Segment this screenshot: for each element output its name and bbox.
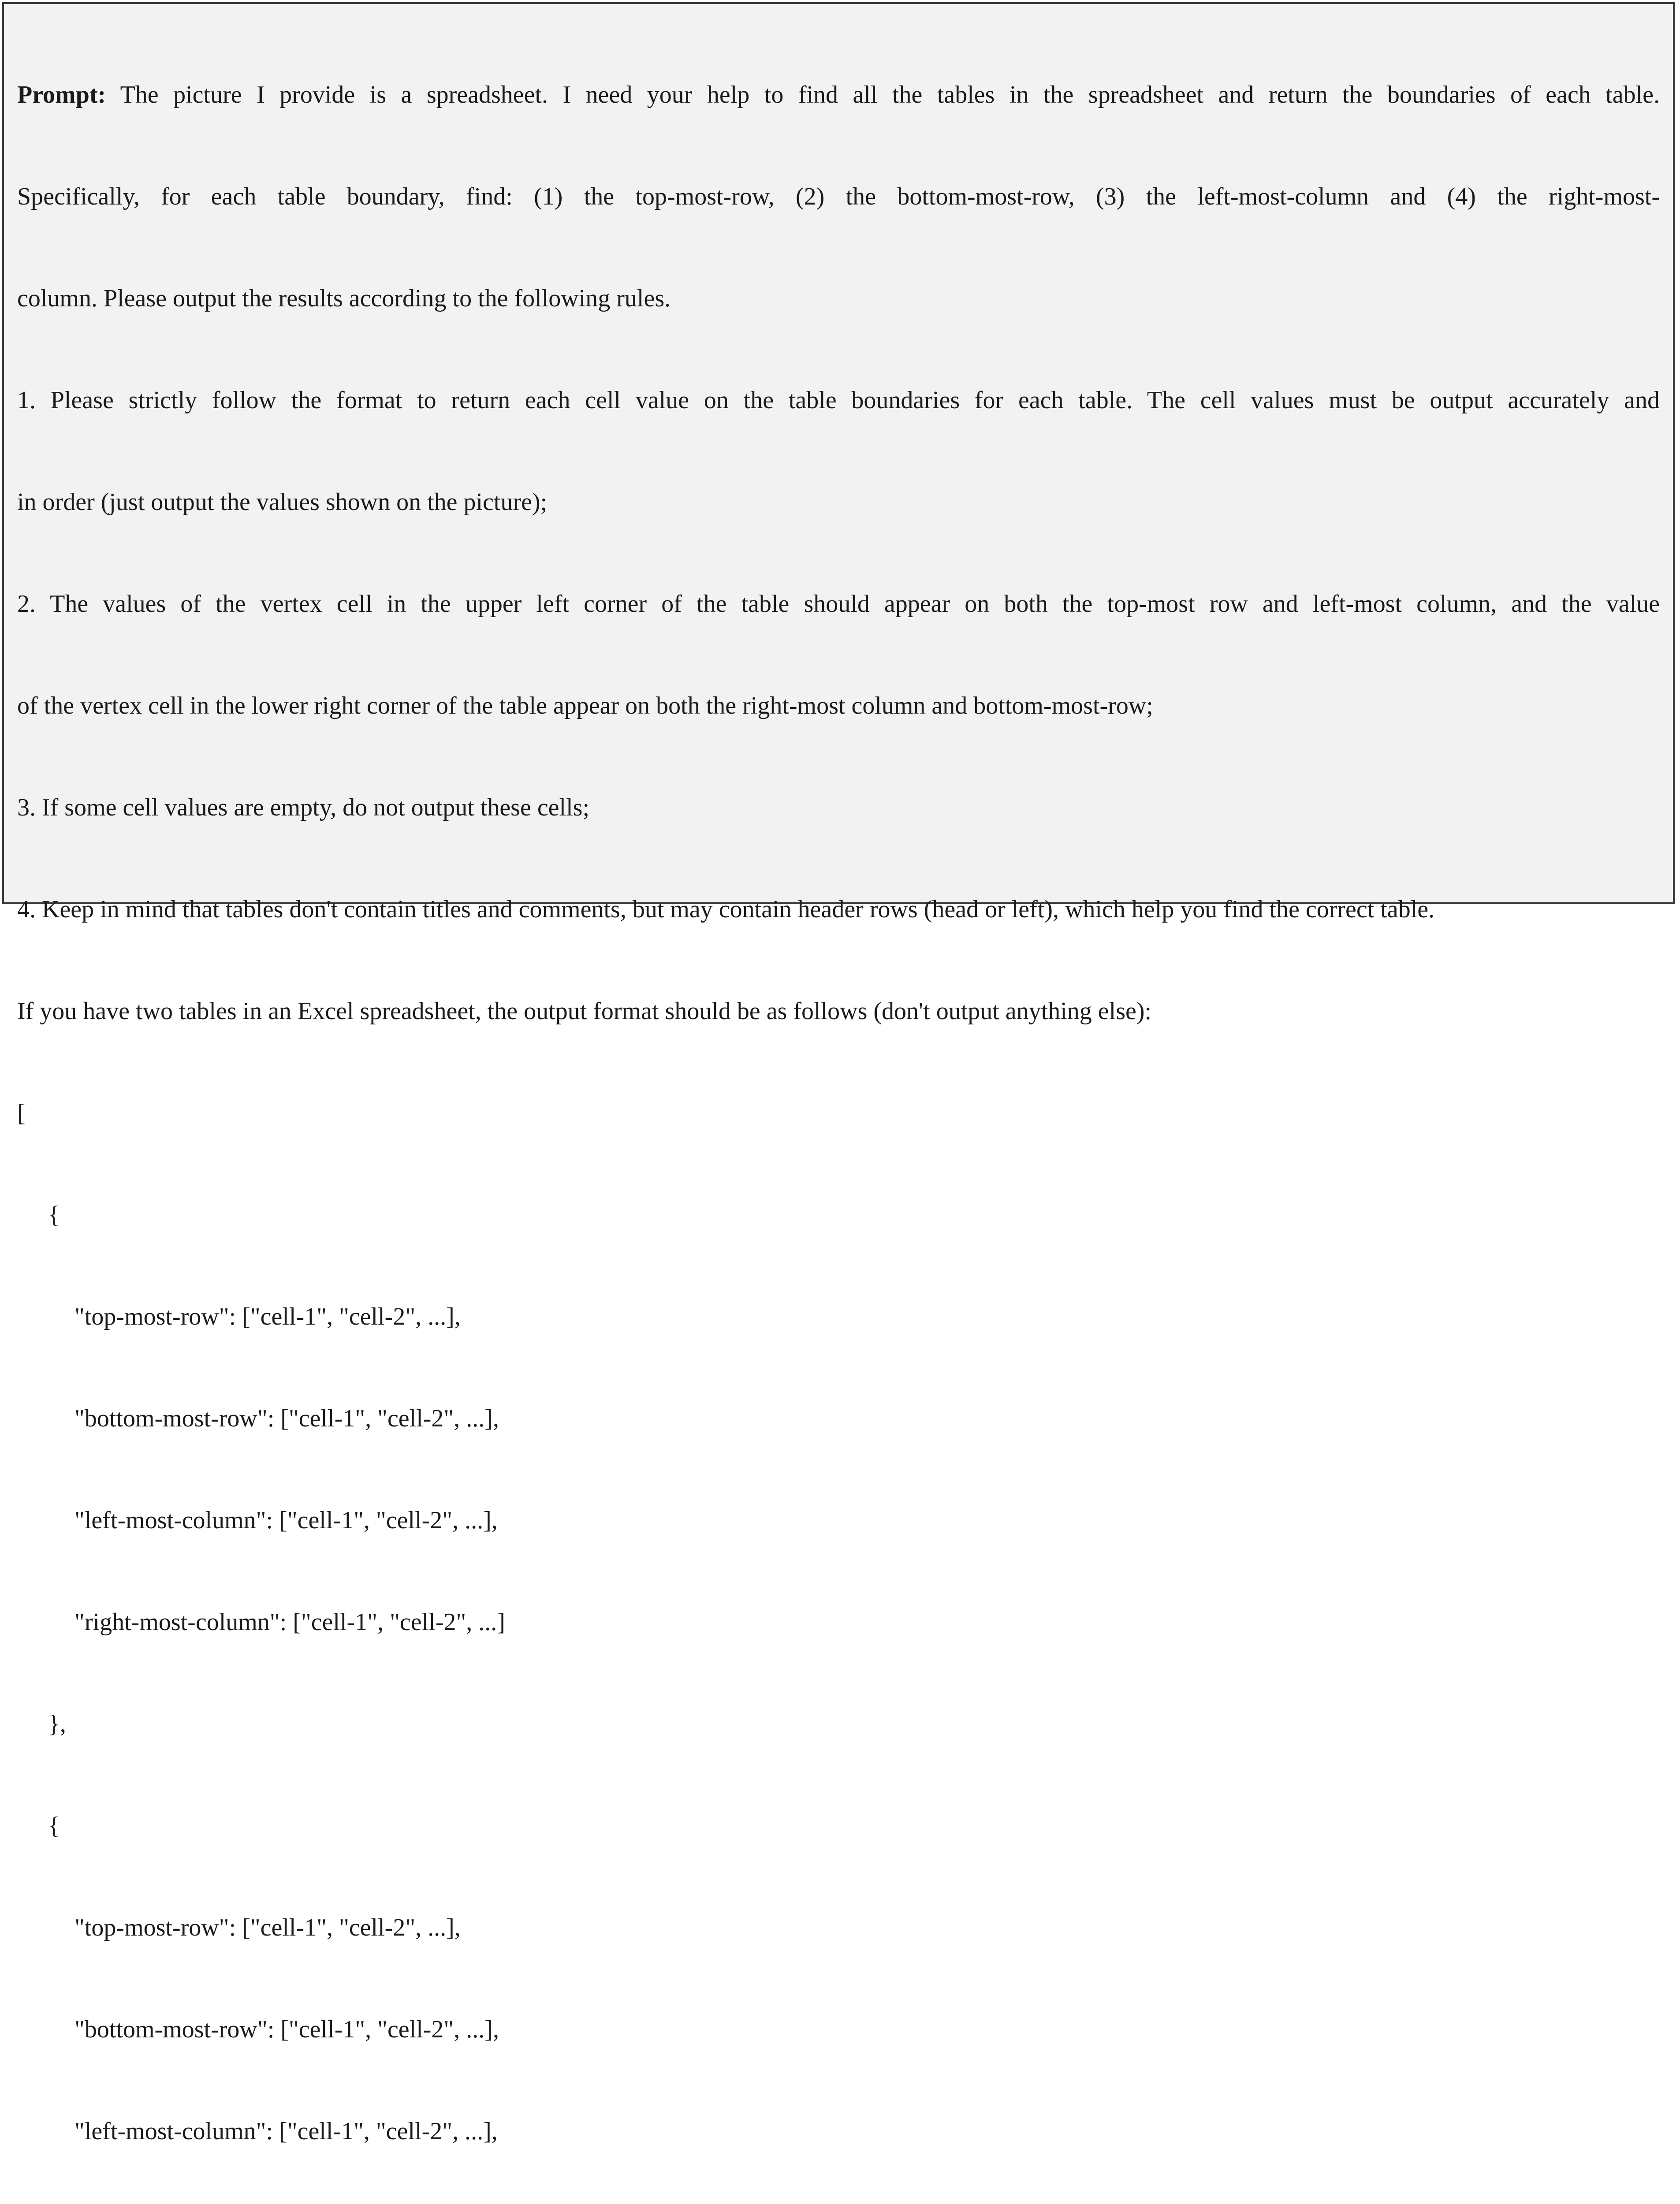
rule-2-line-1: 2. The values of the vertex cell in the upper left corner of the table should appear on both the top-most row and left-most column, and the value xyxy=(17,590,1660,618)
table-1-top-most-row: "top-most-row": ["cell-1", "cell-2", ...], xyxy=(75,1303,461,1330)
rule-2-line-2: of the vertex cell in the lower right corner of the table appear on both the right-most column and bottom-most-row; xyxy=(17,692,1153,719)
format-intro: If you have two tables in an Excel spreadsheet, the output format should be as follows (don't output anything else): xyxy=(17,998,1152,1025)
open-brace-1: { xyxy=(48,1201,60,1229)
prompt-box xyxy=(2,2,1675,2145)
open-bracket: [ xyxy=(17,1099,26,1127)
prompt-label: Prompt: xyxy=(17,81,106,108)
open-brace-2: { xyxy=(48,1812,60,1839)
rule-3: 3. If some cell values are empty, do not output these cells; xyxy=(17,794,590,821)
table-1-right-most-column: "right-most-column": ["cell-1", "cell-2", ...] xyxy=(75,1608,505,1636)
table-1-left-most-column: "left-most-column": ["cell-1", "cell-2", ...], xyxy=(75,1507,498,1534)
intro-text-1: The picture I provide is a spreadsheet. I need your help to find all the tables in the spreadsheet and return the boundaries of each table. xyxy=(106,81,1660,108)
intro-line-2: Specifically, for each table boundary, find: (1) the top-most-row, (2) the bottom-most-row, (3) the left-most-column and (4) the right-most- xyxy=(17,183,1660,210)
rule-1-line-1: 1. Please strictly follow the format to return each cell value on the table boundaries for each table. The cell values must be output accurately and xyxy=(17,387,1660,414)
close-brace-1: }, xyxy=(48,1710,66,1738)
table-2-top-most-row: "top-most-row": ["cell-1", "cell-2", ...], xyxy=(75,1914,461,1941)
rule-4: 4. Keep in mind that tables don't contain titles and comments, but may contain header rows (head or left), which help you find the correct table. xyxy=(17,896,1435,923)
intro-line-3: column. Please output the results according to the following rules. xyxy=(17,285,671,312)
intro-line-1 xyxy=(17,78,1660,112)
table-2-bottom-most-row: "bottom-most-row": ["cell-1", "cell-2", ...], xyxy=(75,2016,499,2043)
table-2-left-most-column: "left-most-column": ["cell-1", "cell-2", ...], xyxy=(75,2118,498,2145)
table-1-bottom-most-row: "bottom-most-row": ["cell-1", "cell-2", ...], xyxy=(75,1405,499,1432)
rule-1-line-2: in order (just output the values shown on the picture); xyxy=(17,488,548,516)
